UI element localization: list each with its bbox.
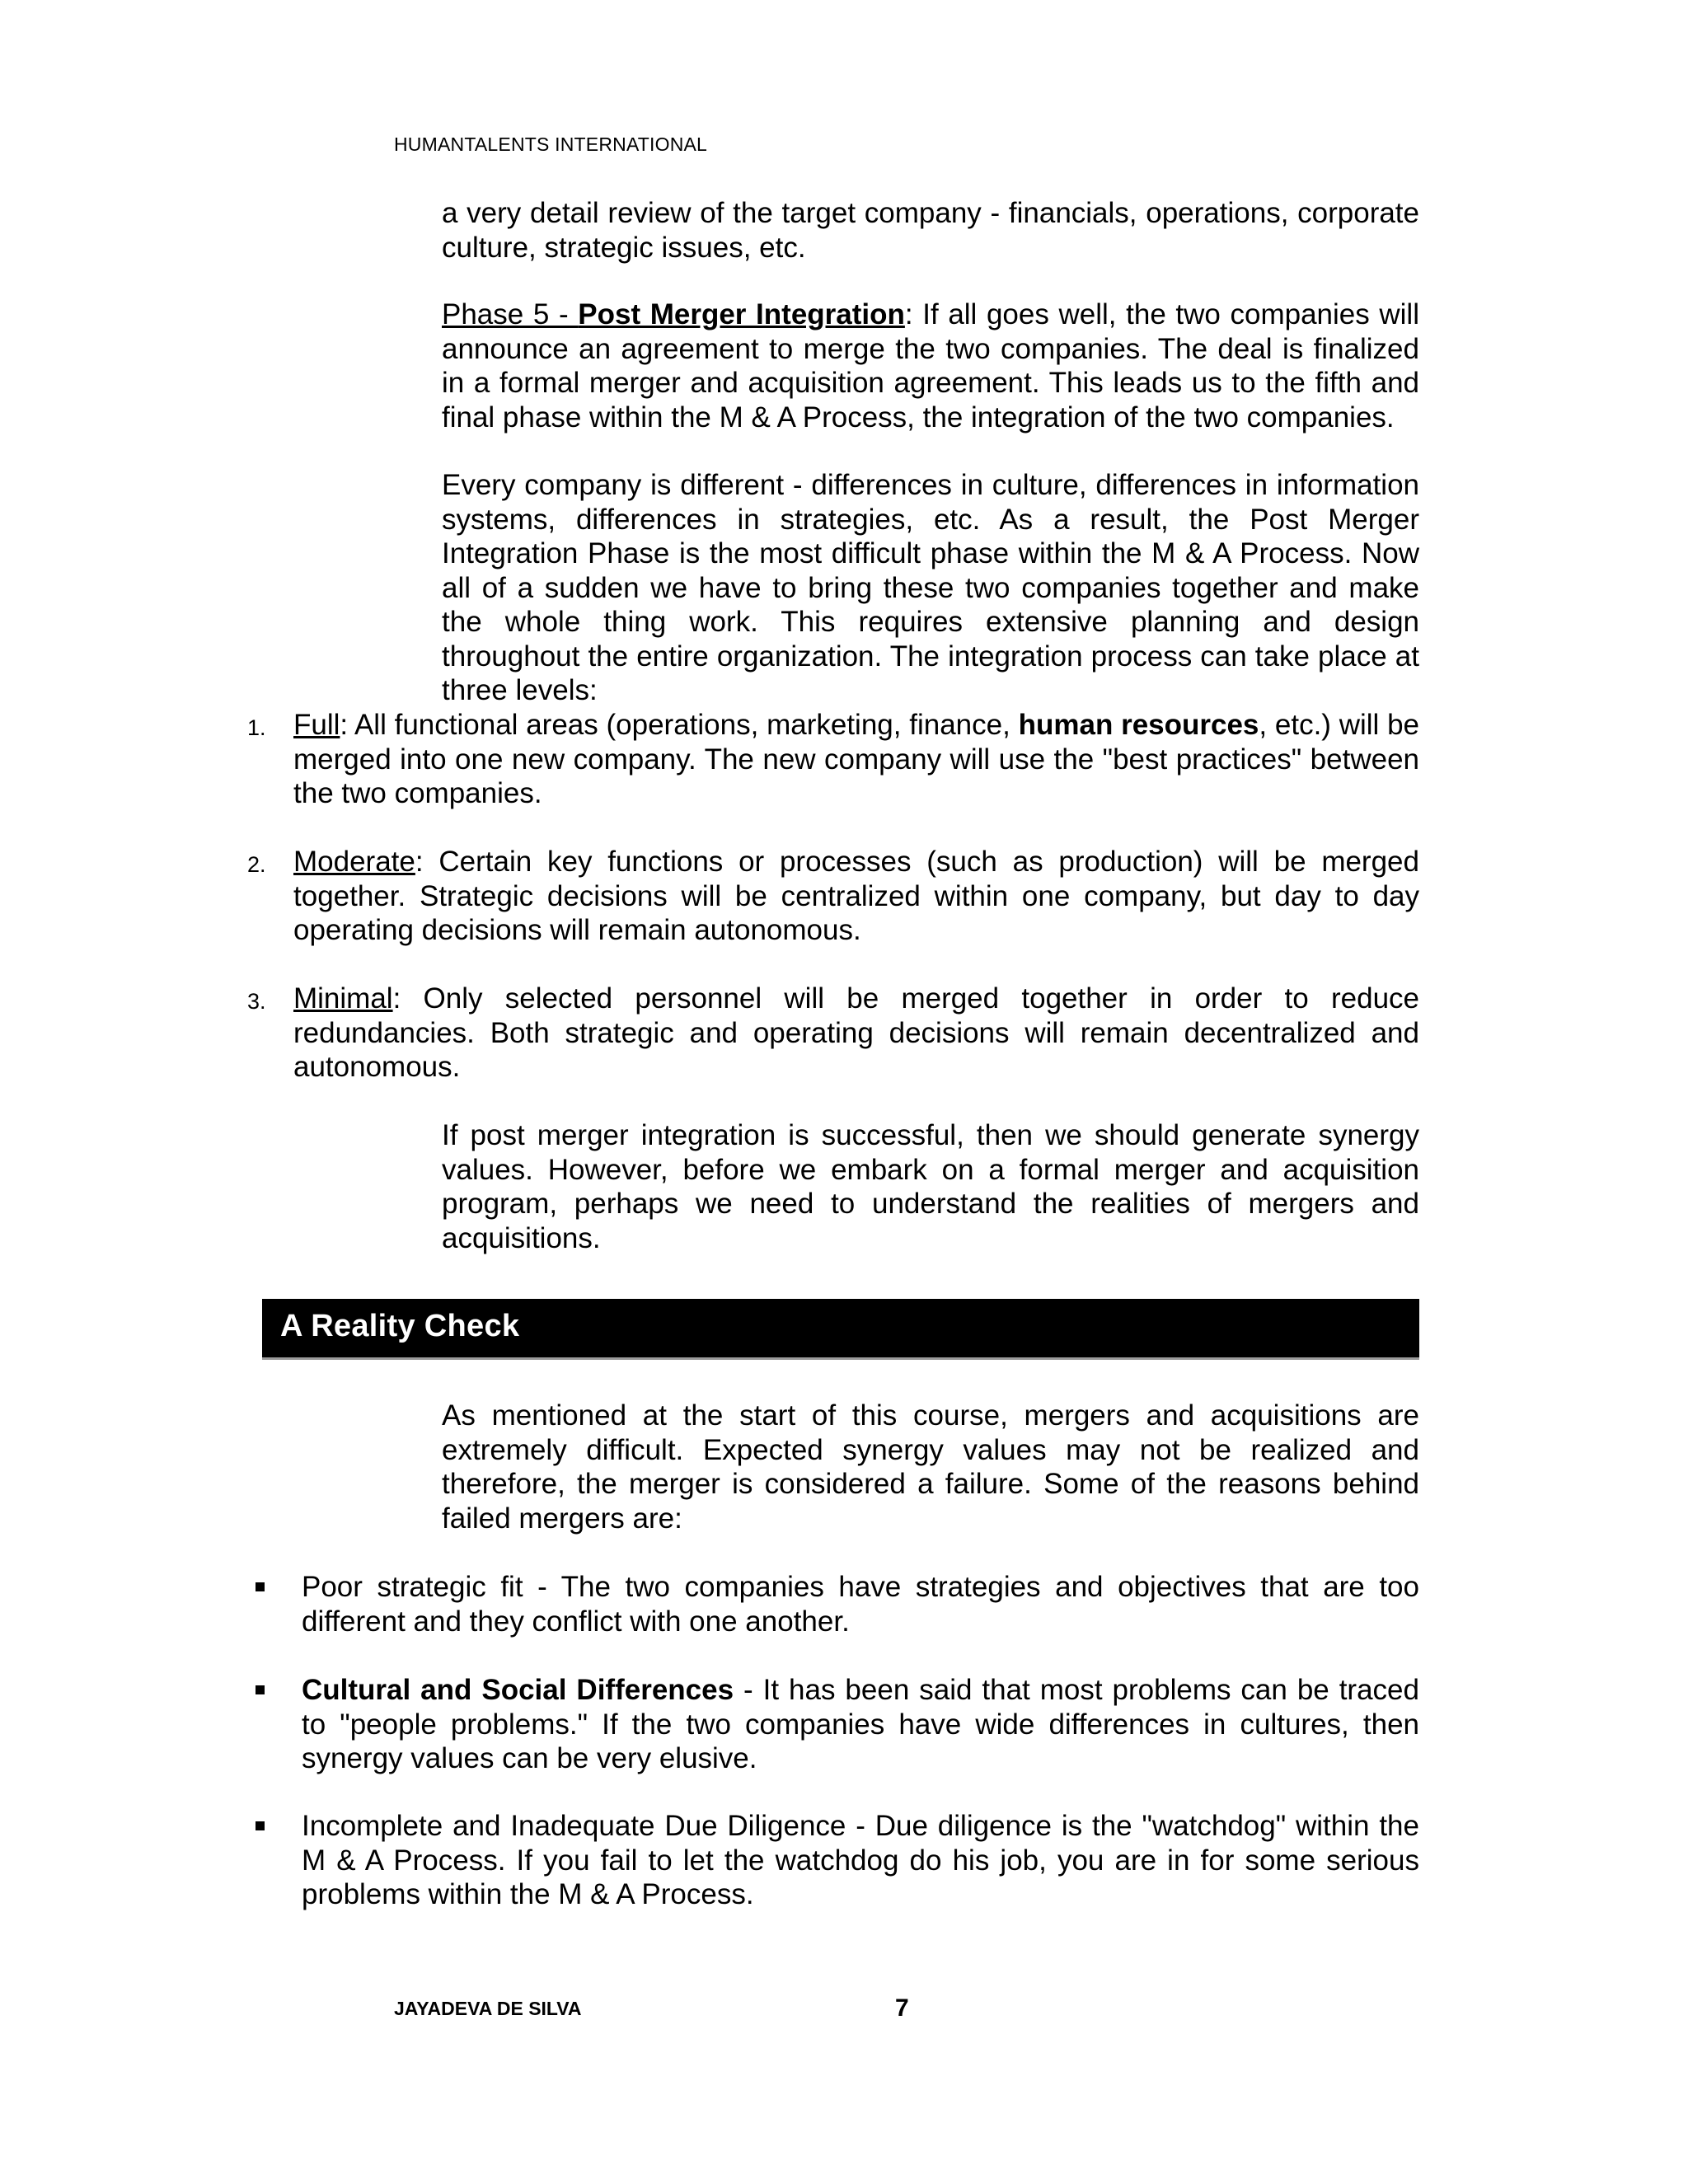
level-description: : Only selected personnel will be merged together in order to reduce redundancies. Both strategic and operating decisions will remain decentralized and autonomous. — [293, 982, 1419, 1083]
intro-text: a very detail review of the target company - financials, operations, corporate culture, strategic issues, etc. — [442, 197, 1419, 264]
page-header: HUMANTALENTS INTERNATIONAL — [394, 134, 708, 155]
square-bullet-icon — [256, 1821, 265, 1830]
reason-description: - It has been said that most problems can be traced to "people problems." If the two companies have wide differences in cultures, then synergy values can be very elusive. — [302, 1674, 1419, 1774]
page-number: 7 — [895, 1994, 909, 2022]
phase5-label: Phase 5 - — [442, 298, 579, 330]
synergy-text: If post merger integration is successful, then we should generate synergy values. However, before we embark on a formal merger and acquisition program, perhaps we need to understand the realities of mergers and acquisitions. — [442, 1119, 1419, 1254]
level-text — [293, 708, 1419, 811]
phase5-paragraph — [442, 298, 1419, 434]
level-description: : Certain key functions or processes (such as production) will be merged together. Strategic decisions will be centralized within one company, but day to day operating decisions will remain autonomous. — [293, 846, 1419, 946]
level-number: 2. — [247, 852, 266, 877]
section-title: A Reality Check — [280, 1309, 520, 1343]
reason-text — [302, 1673, 1419, 1776]
integration-paragraph — [442, 468, 1419, 708]
level-text — [293, 845, 1419, 948]
reality-paragraph — [442, 1399, 1419, 1535]
footer-author: JAYADEVA DE SILVA — [394, 1998, 582, 2019]
integration-text: Every company is different - differences in culture, differences in information systems, differences in strategies, etc. As a result, the Post Merger Integration Phase is the most difficult phase within the M & A Process. Now all of a sudden we have to bring these two companies together and make the whole thing work. This requires extensive planning and design throughout the entire organization. The integration process can take place at three levels: — [442, 469, 1419, 706]
level-term: Minimal — [293, 982, 393, 1015]
reason-bold-term: Cultural and Social Differences — [302, 1674, 734, 1706]
section-heading-bar — [262, 1299, 1419, 1360]
square-bullet-icon — [256, 1685, 265, 1694]
square-bullet-icon — [256, 1582, 265, 1591]
level-bold-term: human resources — [1018, 709, 1259, 741]
reason-text: Poor strategic fit - The two companies have strategies and objectives that are too different and they conflict with one another. — [302, 1571, 1419, 1638]
level-number: 3. — [247, 989, 266, 1014]
intro-paragraph — [442, 196, 1419, 265]
phase5-title: Post Merger Integration — [578, 298, 905, 330]
level-description: : All functional areas (operations, marketing, finance, — [340, 709, 1019, 741]
level-description-tail: , etc.) will be merged into one new company. The new company will use the "best practices" between the two companies. — [293, 709, 1420, 809]
reality-text: As mentioned at the start of this course, mergers and acquisitions are extremely difficult. Expected synergy values may not be realized and therefore, the merger is considered a failure. Some of the reasons behind failed mergers are: — [442, 1399, 1419, 1535]
level-term: Moderate — [293, 846, 415, 878]
level-term: Full — [293, 709, 340, 741]
reason-text: Incomplete and Inadequate Due Diligence - Due diligence is the "watchdog" within the M & A Process. If you fail to let the watchdog do his job, you are in for some serious problems within the M & A Process. — [302, 1810, 1419, 1910]
level-text — [293, 982, 1419, 1085]
level-number: 1. — [247, 715, 266, 740]
phase5-body: : If all goes well, the two companies will announce an agreement to merge the two companies. The deal is finalized in a formal merger and acquisition agreement. This leads us to the fifth and final phase within the M & A Process, the integration of the two companies. — [442, 298, 1419, 434]
phase5-text — [442, 298, 1419, 434]
synergy-paragraph — [442, 1118, 1419, 1255]
